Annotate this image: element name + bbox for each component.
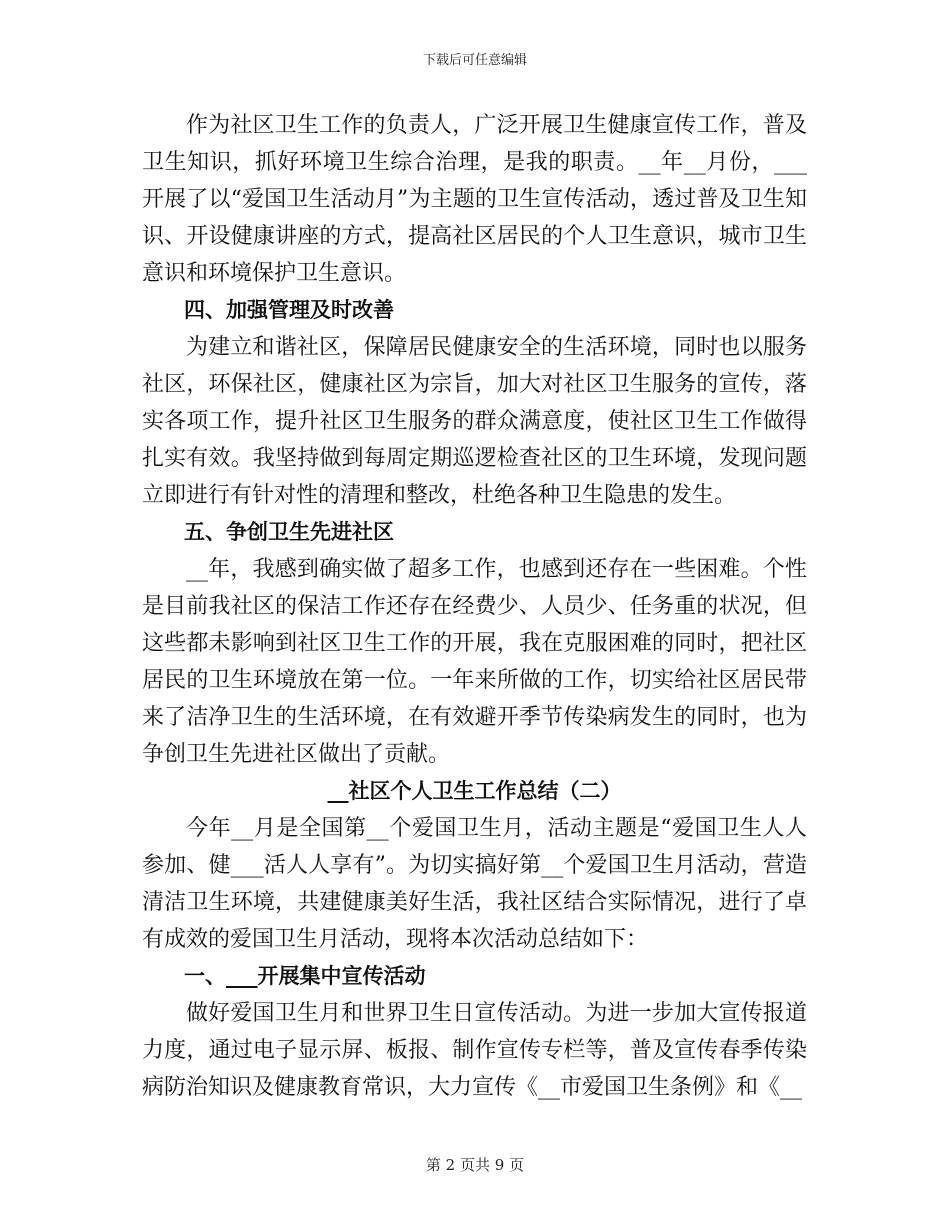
section-heading-1: 一、___开展集中宣传活动 <box>184 964 426 988</box>
section-heading-5: 五、争创卫生先进社区 <box>184 520 394 544</box>
paragraph-1: 作为社区卫生工作的负责人，广泛开展卫生健康宣传工作，普及卫生知识，抓好环境卫生综合治理，是我的职责。__年__月份，___开展了以“爱国卫生活动月”为主题的卫生宣传活动，透过普及卫生知识、开设健康讲座的方式，提高社区居民的个人卫生意识，城市卫生意识和环境保护卫生意识。 <box>142 113 807 286</box>
paragraph-3: __年，我感到确实做了超多工作，也感到还存在一些困难。个性是目前我社区的保洁工作还存在经费少、人员少、任务重的状况，但这些都未影响到社区卫生工作的开展，我在克服困难的同时，把社区居民的卫生环境放在第一位。一年来所做的工作，切实给社区居民带来了洁净卫生的生活环境，在有效避开季节传染病发生的同时，也为争创卫生先进社区做出了贡献。 <box>142 557 807 767</box>
paragraph-5: 做好爱国卫生月和世界卫生日宣传活动。为进一步加大宣传报道力度，通过电子显示屏、板报、制作宣传专栏等，普及宣传春季传染病防治知识及健康教育常识，大力宣传《__市爱国卫生条例》和《__ <box>142 1001 807 1100</box>
section-heading-4: 四、加强管理及时改善 <box>184 298 394 322</box>
document-title: __社区个人卫生工作总结（二） <box>327 779 622 803</box>
page-header: 下载后可任意编辑 <box>422 53 527 68</box>
document-body <box>142 107 807 1106</box>
paragraph-2: 为建立和谐社区，保障居民健康安全的生活环境，同时也以服务社区，环保社区，健康社区为宗旨，加大对社区卫生服务的宣传，落实各项工作，提升社区卫生服务的群众满意度，使社区卫生工作做得扎实有效。我坚持做到每周定期巡逻检查社区的卫生环境，发现问题立即进行有针对性的清理和整改，杜绝各种卫生隐患的发生。 <box>142 335 807 508</box>
paragraph-4: 今年__月是全国第__个爱国卫生月，活动主题是“爱国卫生人人参加、健___活人人享有”。为切实搞好第__个爱国卫生月活动，营造清洁卫生环境，共建健康美好生活，我社区结合实际情况，进行了卓有成效的爱国卫生月活动，现将本次活动总结如下： <box>142 816 807 952</box>
page-footer: 第 2 页共 9 页 <box>425 1156 525 1174</box>
